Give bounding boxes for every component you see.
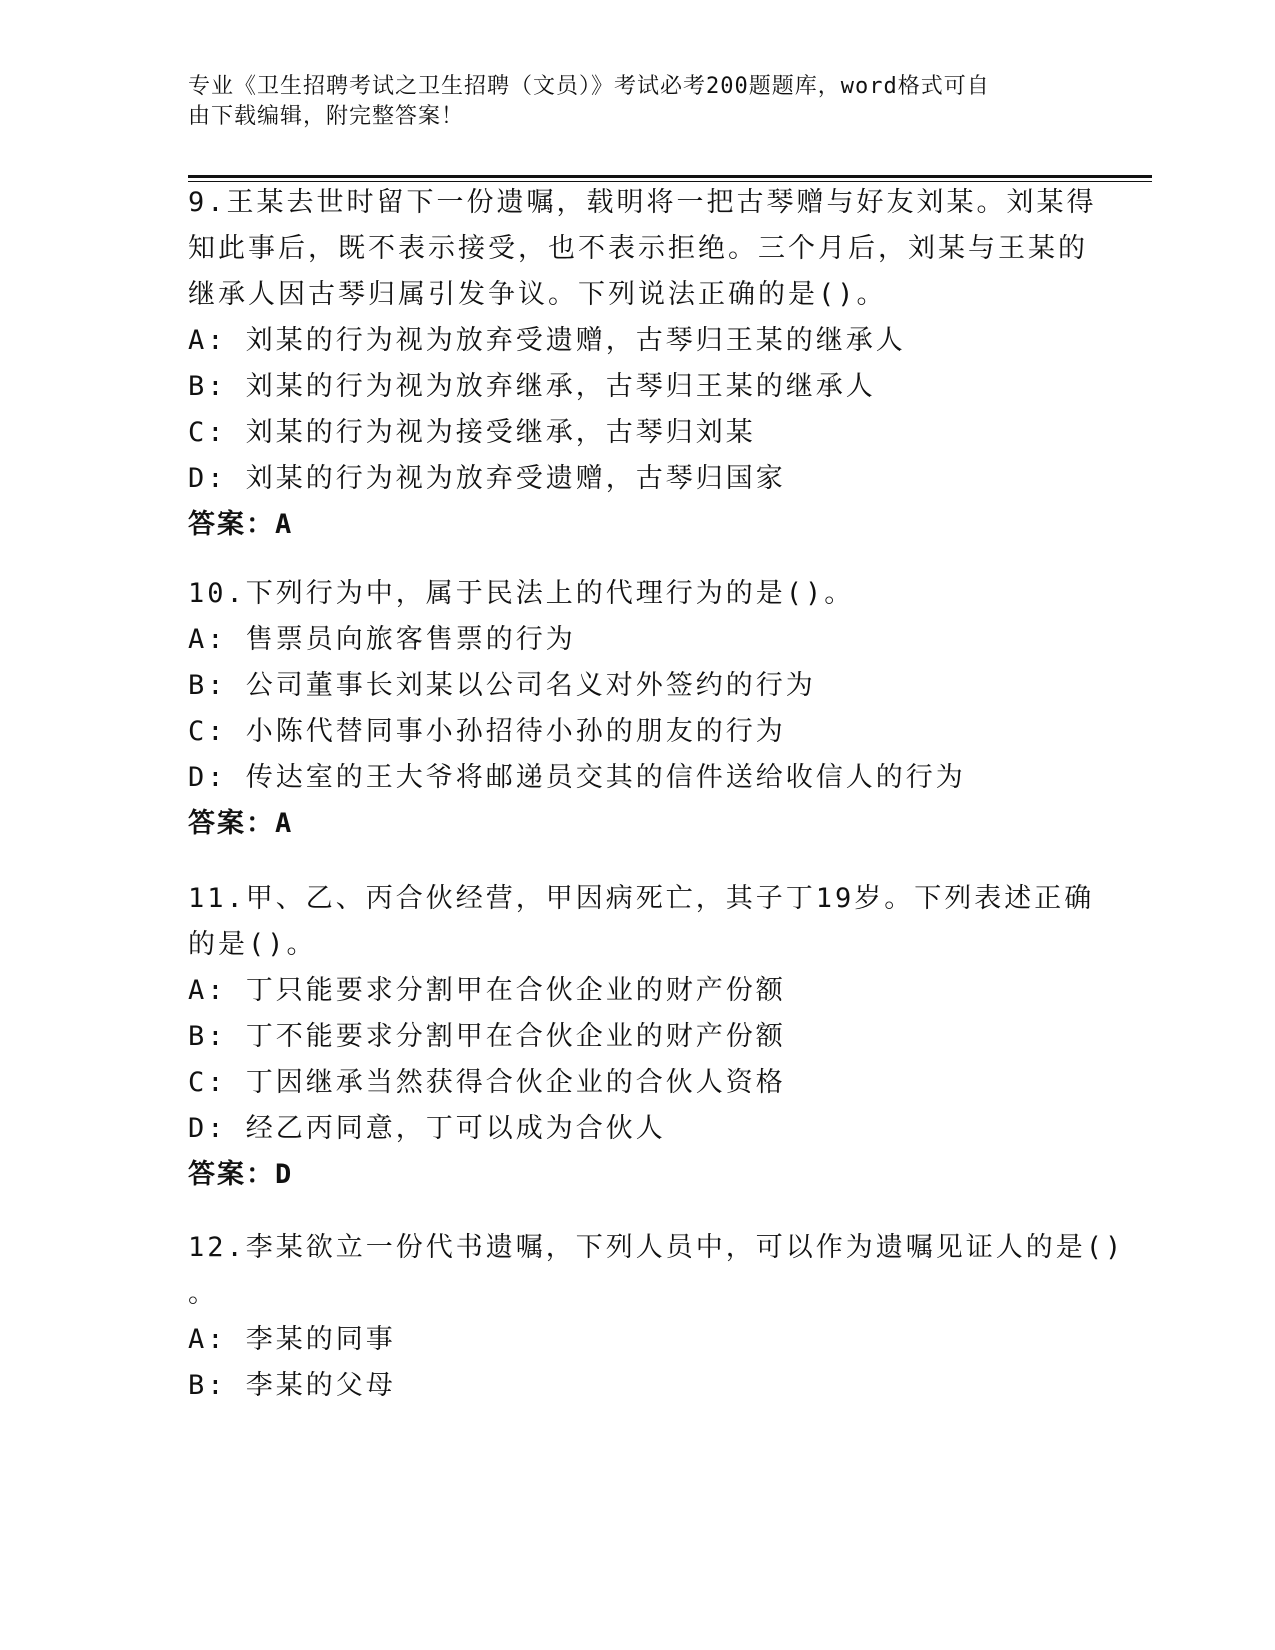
question-stem-line: 9.王某去世时留下一份遗嘱，载明将一把古琴赠与好友刘某。刘某得	[188, 187, 1097, 218]
question-stem-line: 12.李某欲立一份代书遗嘱，下列人员中，可以作为遗嘱见证人的是()	[188, 1232, 1125, 1263]
option-a: A: 李某的同事	[188, 1324, 396, 1355]
question-stem-line: 的是()。	[188, 929, 317, 960]
question-stem-line: 。	[188, 1278, 218, 1309]
question-stem-line: 11.甲、乙、丙合伙经营，甲因病死亡，其子丁19岁。下列表述正确	[188, 883, 1095, 914]
answer-label: 答案：A	[188, 509, 294, 540]
header-line: 专业《卫生招聘考试之卫生招聘（文员）》考试必考200题题库，word格式可自	[188, 74, 990, 99]
answer-label: 答案：D	[188, 1159, 294, 1190]
option-c: C: 刘某的行为视为接受继承，古琴归刘某	[188, 417, 756, 448]
option-a: A: 刘某的行为视为放弃受遗赠，古琴归王某的继承人	[188, 325, 906, 356]
header-line: 由下载编辑，附完整答案！	[188, 104, 465, 129]
question-12	[188, 1225, 1125, 1409]
question-stem-line: 继承人因古琴归属引发争议。下列说法正确的是()。	[188, 279, 887, 310]
option-d: D: 传达室的王大爷将邮递员交其的信件送给收信人的行为	[188, 762, 966, 793]
question-stem-line: 知此事后，既不表示接受，也不表示拒绝。三个月后，刘某与王某的	[188, 233, 1088, 264]
option-b: B: 刘某的行为视为放弃继承，古琴归王某的继承人	[188, 371, 876, 402]
question-11	[188, 876, 1095, 1198]
option-a: A: 丁只能要求分割甲在合伙企业的财产份额	[188, 975, 786, 1006]
question-stem-line: 10.下列行为中，属于民法上的代理行为的是()。	[188, 578, 855, 609]
answer-label: 答案：A	[188, 808, 294, 839]
question-9	[188, 180, 1097, 548]
option-c: C: 小陈代替同事小孙招待小孙的朋友的行为	[188, 716, 786, 747]
document-header	[188, 72, 1068, 132]
option-b: B: 李某的父母	[188, 1370, 396, 1401]
option-b: B: 公司董事长刘某以公司名义对外签约的行为	[188, 670, 816, 701]
option-b: B: 丁不能要求分割甲在合伙企业的财产份额	[188, 1021, 786, 1052]
question-10	[188, 571, 1088, 847]
option-c: C: 丁因继承当然获得合伙企业的合伙人资格	[188, 1067, 786, 1098]
option-d: D: 刘某的行为视为放弃受遗赠，古琴归国家	[188, 463, 786, 494]
header-divider-thick	[188, 175, 1152, 178]
option-a: A: 售票员向旅客售票的行为	[188, 624, 576, 655]
option-d: D: 经乙丙同意，丁可以成为合伙人	[188, 1113, 666, 1144]
